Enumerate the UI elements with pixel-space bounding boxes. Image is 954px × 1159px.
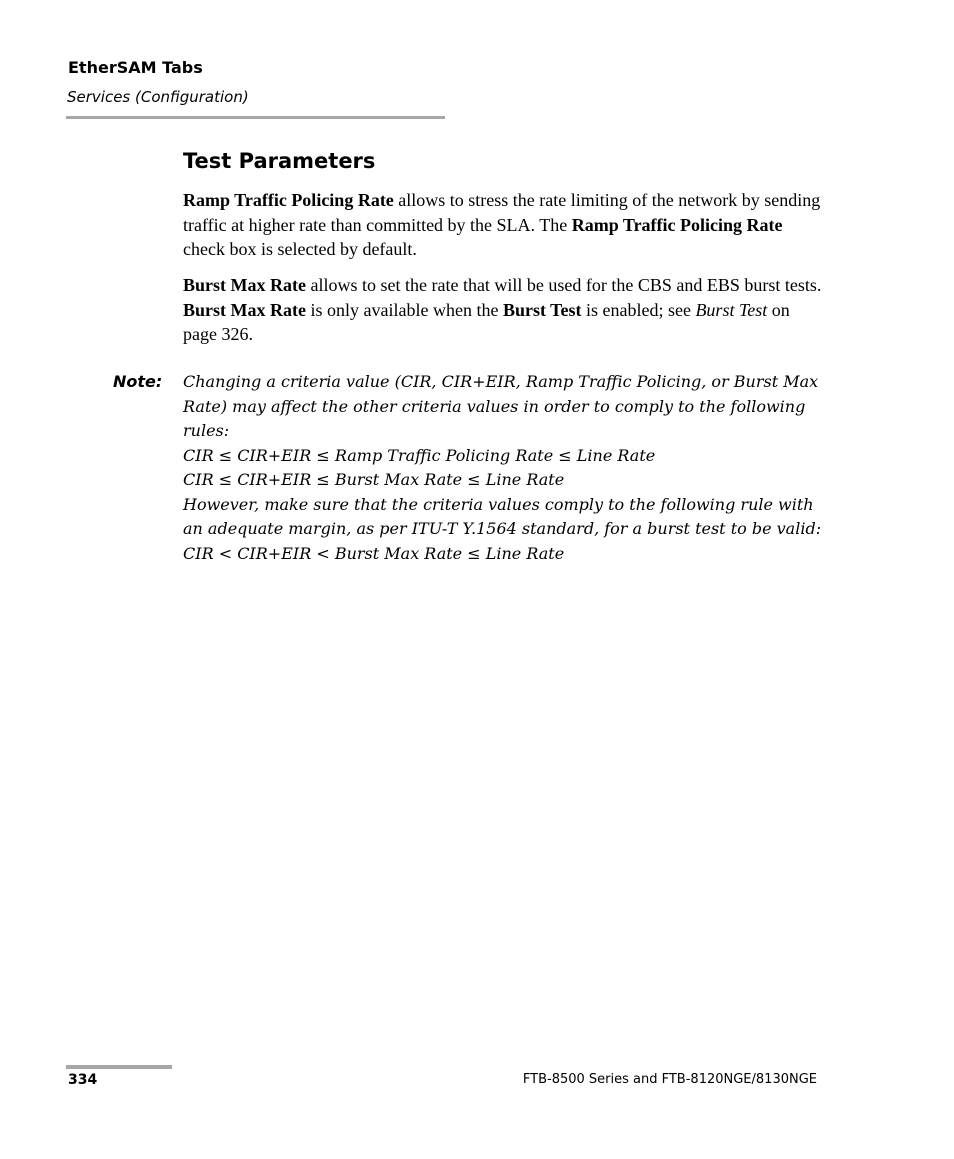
burst-max-paragraph bbox=[183, 273, 823, 347]
header-divider bbox=[66, 116, 445, 119]
burst-text-1: allows to set the rate that will be used for the CBS and EBS burst tests. bbox=[305, 275, 822, 295]
burst-text-3: is enabled; see bbox=[581, 299, 696, 320]
note-label: Note: bbox=[113, 372, 163, 391]
burst-test-xref[interactable]: Burst Test bbox=[695, 299, 768, 320]
note-intro: Changing a criteria value (CIR, CIR+EIR, Ramp Traffic Policing, or Burst Max Rate) may affect the other criteria values in order to comply to the following rules: bbox=[183, 372, 819, 440]
section-heading: Test Parameters bbox=[183, 149, 376, 173]
note-rule-1: CIR ≤ CIR+EIR ≤ Ramp Traffic Policing Rate ≤ Line Rate bbox=[183, 445, 656, 465]
burst-term-2: Burst Max Rate bbox=[183, 299, 306, 320]
note-caveat: However, make sure that the criteria values comply to the following rule with an adequate margin, as per ITU-T Y.1564 standard, for a burst test to be valid: bbox=[183, 494, 822, 538]
page-number: 334 bbox=[68, 1072, 98, 1088]
ramp-term-2: Ramp Traffic Policing Rate bbox=[571, 214, 783, 235]
product-name: FTB-8500 Series and FTB-8120NGE/8130NGE bbox=[522, 1072, 817, 1087]
ramp-text-1: allows to stress the rate limiting of the network by sending traffic at higher rate than committed by the SLA. The bbox=[183, 190, 821, 235]
running-header-subtitle: Services (Configuration) bbox=[67, 88, 249, 106]
note-rule-3: CIR < CIR+EIR < Burst Max Rate ≤ Line Rate bbox=[183, 543, 565, 563]
ramp-traffic-paragraph bbox=[183, 188, 823, 262]
footer-divider bbox=[66, 1065, 172, 1069]
burst-text-2: is only available when the bbox=[305, 299, 503, 320]
burst-text-4: on page 326. bbox=[183, 299, 790, 344]
burst-test-term: Burst Test bbox=[502, 299, 582, 320]
ramp-term: Ramp Traffic Policing Rate bbox=[183, 190, 394, 210]
note-rule-2: CIR ≤ CIR+EIR ≤ Burst Max Rate ≤ Line Rate bbox=[183, 470, 565, 489]
burst-term: Burst Max Rate bbox=[183, 275, 306, 295]
note-body bbox=[183, 370, 823, 566]
running-header-title: EtherSAM Tabs bbox=[68, 58, 203, 77]
ramp-text-2: check box is selected by default. bbox=[183, 239, 417, 259]
